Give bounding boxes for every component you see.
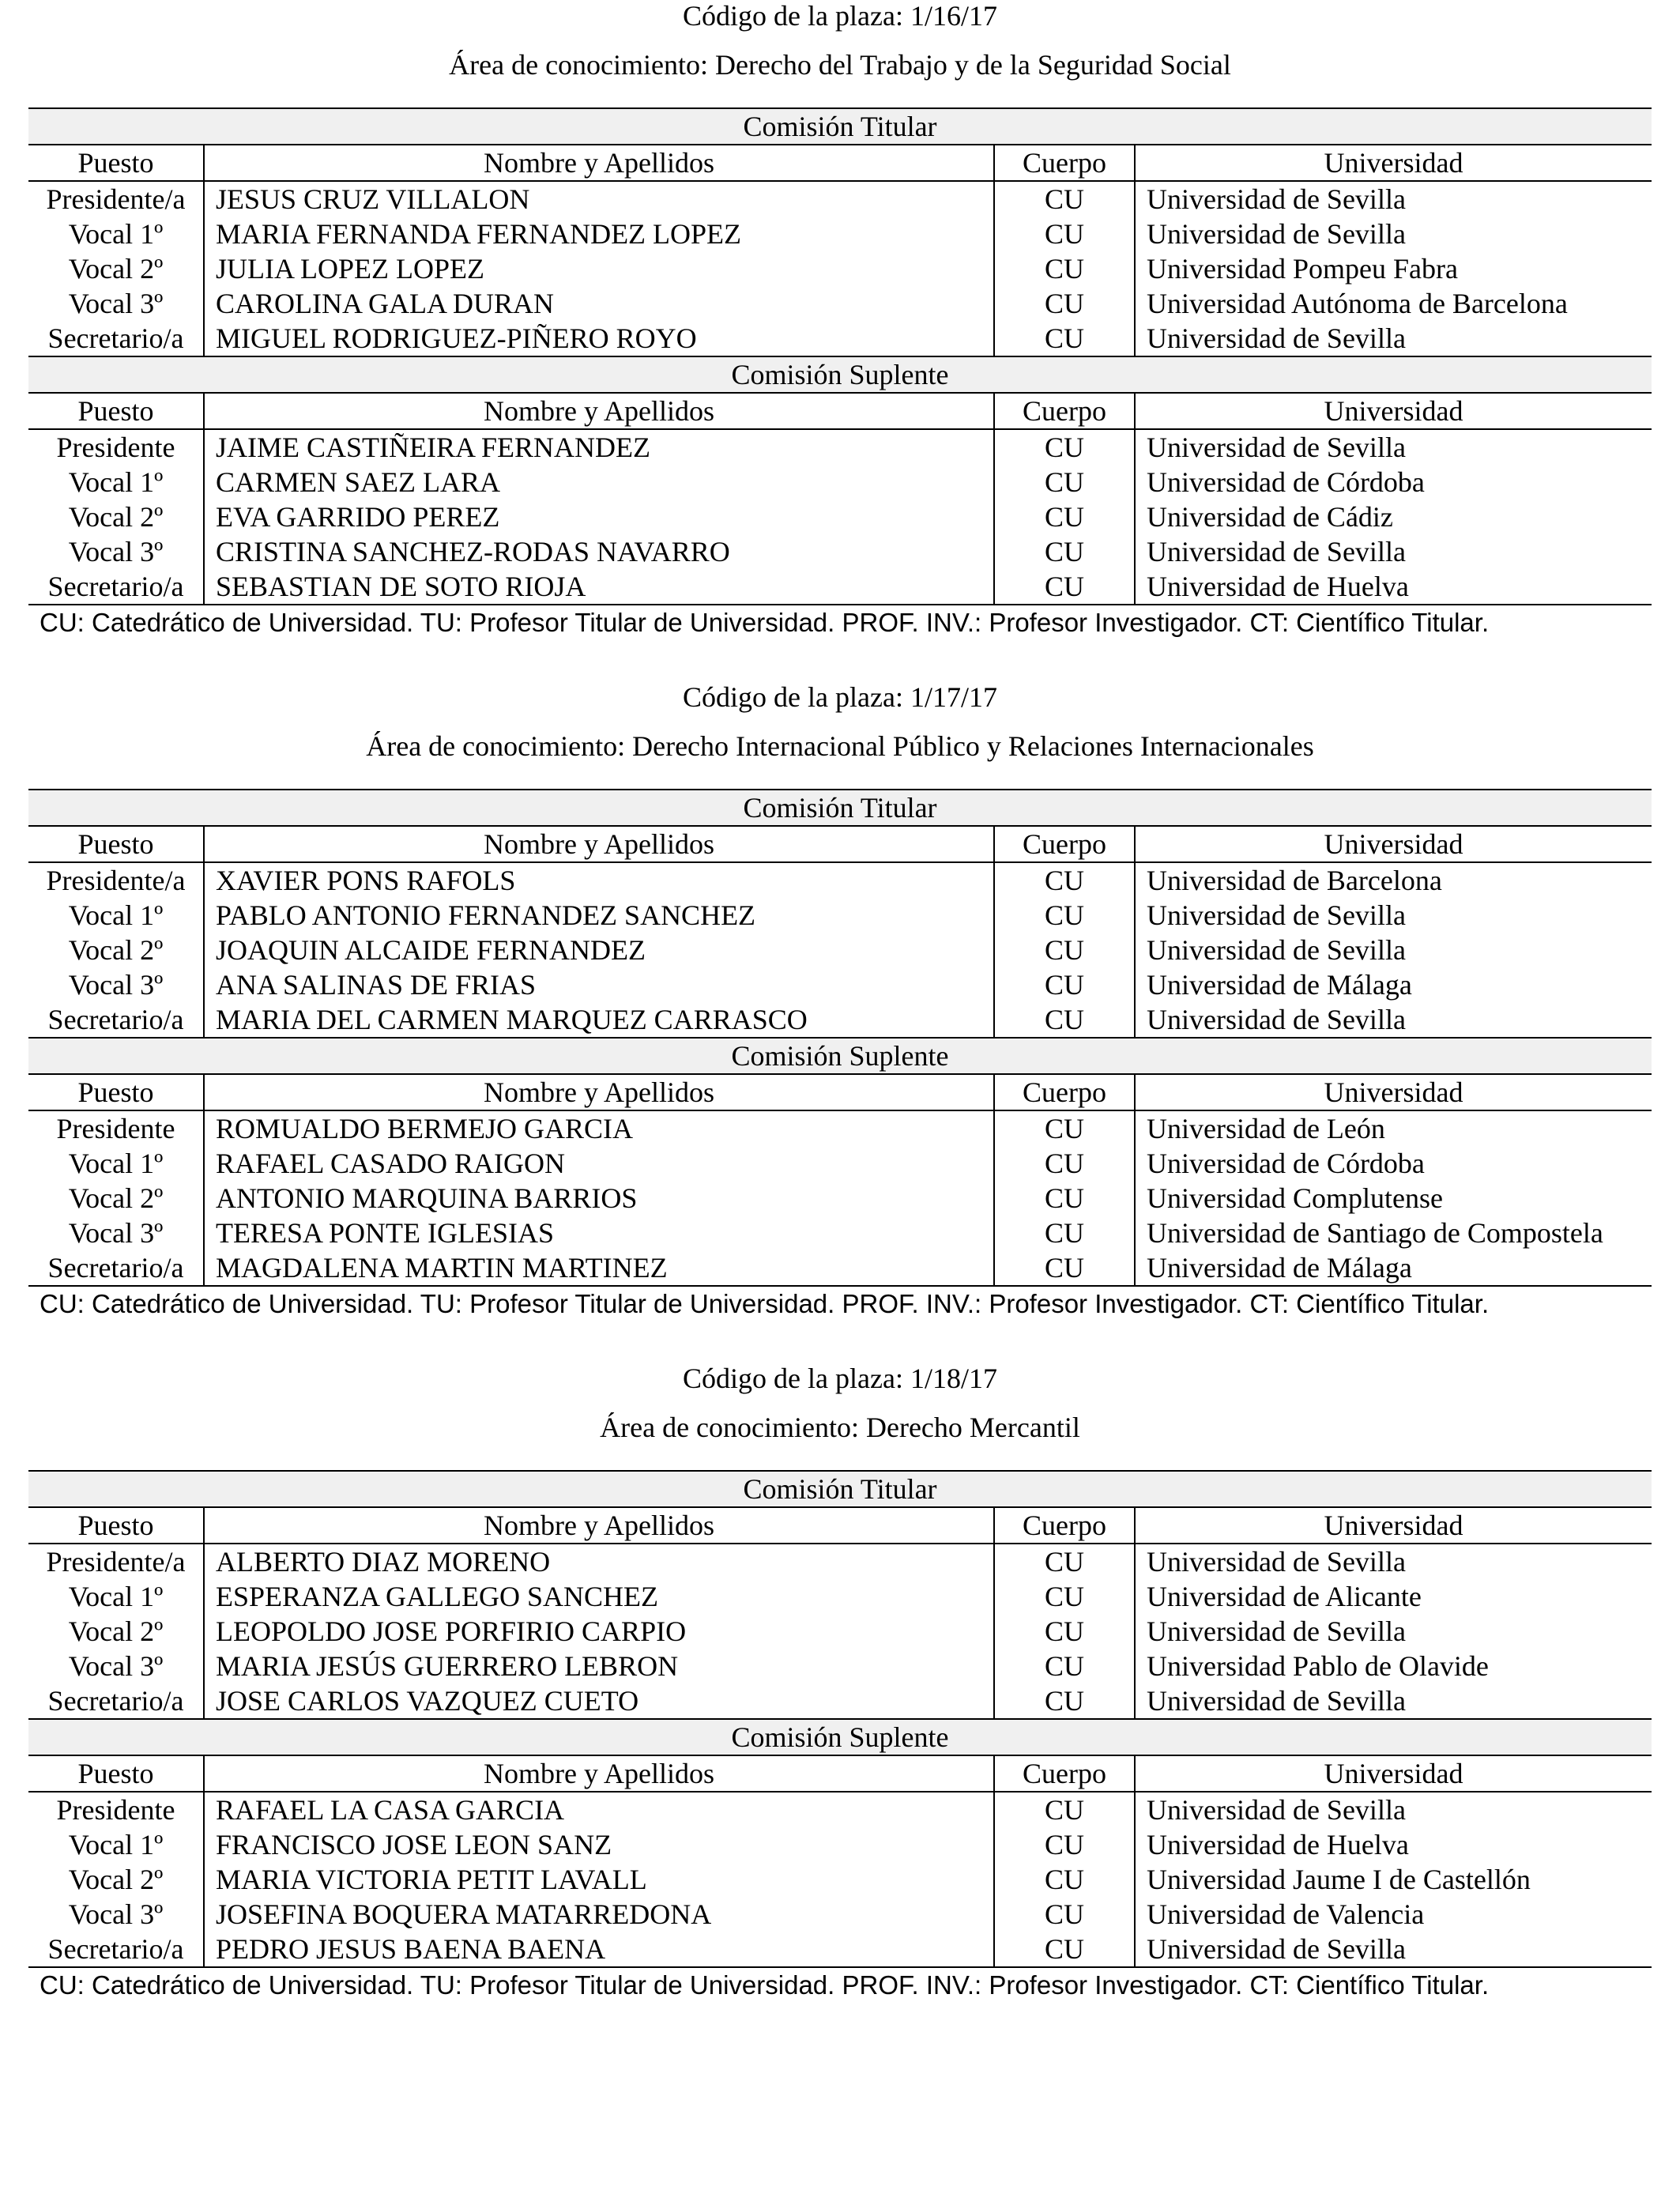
- member-puesto: Vocal 3º: [68, 288, 164, 319]
- member-cuerpo: CU: [994, 251, 1135, 286]
- member-cuerpo: CU: [994, 181, 1135, 217]
- member-row: [28, 1827, 1652, 1862]
- cuerpo-legend-footnote: CU: Catedrático de Universidad. TU: Profesor Titular de Universidad. PROF. INV.: Profesor Investigador. CT: Científico Titular.: [40, 1289, 1490, 1318]
- comision-table: [28, 789, 1652, 1287]
- plaza-section: [28, 1363, 1652, 2001]
- plaza-section: [28, 681, 1652, 1320]
- member-universidad: Universidad de Sevilla: [1135, 1544, 1652, 1579]
- member-universidad: Universidad Pablo de Olavide: [1135, 1649, 1652, 1683]
- member-puesto: Presidente: [56, 1113, 175, 1144]
- comision-table: [28, 107, 1652, 605]
- comision-suplente-heading: Comisión Suplente: [28, 1038, 1652, 1074]
- plaza-code: Código de la plaza: 1/17/17: [683, 681, 997, 713]
- column-header-nombre: Nombre y Apellidos: [204, 1507, 994, 1544]
- member-nombre: RAFAEL LA CASA GARCIA: [204, 1792, 994, 1827]
- member-nombre: CAROLINA GALA DURAN: [204, 286, 994, 321]
- member-puesto: Vocal 2º: [68, 1864, 164, 1895]
- plaza-section: [28, 0, 1652, 639]
- member-universidad: Universidad de Sevilla: [1135, 898, 1652, 933]
- column-header-row: [28, 1074, 1652, 1110]
- member-puesto: Secretario/a: [47, 322, 184, 354]
- member-cuerpo: CU: [994, 1649, 1135, 1683]
- column-header-nombre: Nombre y Apellidos: [204, 1074, 994, 1110]
- plaza-code: Código de la plaza: 1/16/17: [683, 0, 997, 32]
- member-row: [28, 499, 1652, 534]
- member-nombre: PEDRO JESUS BAENA BAENA: [204, 1932, 994, 1967]
- column-header-puesto: Puesto: [28, 1074, 204, 1110]
- member-nombre: XAVIER PONS RAFOLS: [204, 862, 994, 898]
- member-universidad: Universidad de Barcelona: [1135, 862, 1652, 898]
- member-cuerpo: CU: [994, 1216, 1135, 1250]
- member-nombre: CRISTINA SANCHEZ-RODAS NAVARRO: [204, 534, 994, 569]
- member-row: [28, 1110, 1652, 1146]
- area-conocimiento: Área de conocimiento: Derecho del Trabajo y de la Seguridad Social: [449, 49, 1231, 81]
- column-header-row: [28, 1507, 1652, 1544]
- member-nombre: MARIA FERNANDA FERNANDEZ LOPEZ: [204, 217, 994, 251]
- member-puesto: Vocal 1º: [68, 218, 164, 250]
- member-universidad: Universidad de Sevilla: [1135, 1932, 1652, 1967]
- member-nombre: PABLO ANTONIO FERNANDEZ SANCHEZ: [204, 898, 994, 933]
- member-cuerpo: CU: [994, 862, 1135, 898]
- plaza-code: Código de la plaza: 1/18/17: [683, 1363, 997, 1394]
- column-header-cuerpo: Cuerpo: [994, 826, 1135, 862]
- member-puesto: Presidente: [56, 1794, 175, 1826]
- member-cuerpo: CU: [994, 534, 1135, 569]
- member-row: [28, 429, 1652, 465]
- member-cuerpo: CU: [994, 898, 1135, 933]
- member-universidad: Universidad de Huelva: [1135, 569, 1652, 605]
- member-universidad: Universidad de Valencia: [1135, 1897, 1652, 1932]
- member-nombre: JOSEFINA BOQUERA MATARREDONA: [204, 1897, 994, 1932]
- member-row: [28, 217, 1652, 251]
- member-row: [28, 1250, 1652, 1286]
- comision-suplente-heading-row: [28, 1038, 1652, 1074]
- member-row: [28, 1544, 1652, 1579]
- member-row: [28, 967, 1652, 1002]
- member-row: [28, 251, 1652, 286]
- member-nombre: FRANCISCO JOSE LEON SANZ: [204, 1827, 994, 1862]
- member-universidad: Universidad de Sevilla: [1135, 1683, 1652, 1719]
- column-header-cuerpo: Cuerpo: [994, 145, 1135, 181]
- member-universidad: Universidad Complutense: [1135, 1181, 1652, 1216]
- column-header-nombre: Nombre y Apellidos: [204, 145, 994, 181]
- member-nombre: TERESA PONTE IGLESIAS: [204, 1216, 994, 1250]
- member-puesto: Secretario/a: [47, 1004, 184, 1035]
- area-conocimiento: Área de conocimiento: Derecho Internacional Público y Relaciones Internacionales: [366, 730, 1314, 762]
- member-nombre: CARMEN SAEZ LARA: [204, 465, 994, 499]
- member-universidad: Universidad de Málaga: [1135, 1250, 1652, 1286]
- member-row: [28, 1579, 1652, 1614]
- member-row: [28, 286, 1652, 321]
- comision-table: [28, 1470, 1652, 1968]
- member-universidad: Universidad de Sevilla: [1135, 1614, 1652, 1649]
- member-cuerpo: CU: [994, 321, 1135, 356]
- member-puesto: Presidente/a: [46, 1546, 186, 1578]
- member-universidad: Universidad de Sevilla: [1135, 429, 1652, 465]
- member-row: [28, 1216, 1652, 1250]
- member-nombre: EVA GARRIDO PEREZ: [204, 499, 994, 534]
- comision-suplente-heading: Comisión Suplente: [28, 1719, 1652, 1755]
- column-header-puesto: Puesto: [28, 393, 204, 429]
- member-puesto: Presidente: [56, 432, 175, 463]
- member-row: [28, 1932, 1652, 1967]
- column-header-cuerpo: Cuerpo: [994, 1507, 1135, 1544]
- comision-titular-heading-row: [28, 108, 1652, 145]
- member-universidad: Universidad de Córdoba: [1135, 465, 1652, 499]
- member-cuerpo: CU: [994, 1110, 1135, 1146]
- column-header-row: [28, 826, 1652, 862]
- member-row: [28, 1146, 1652, 1181]
- member-universidad: Universidad Pompeu Fabra: [1135, 251, 1652, 286]
- column-header-universidad: Universidad: [1135, 145, 1652, 181]
- member-puesto: Vocal 2º: [68, 934, 164, 966]
- member-nombre: ANA SALINAS DE FRIAS: [204, 967, 994, 1002]
- column-header-cuerpo: Cuerpo: [994, 1755, 1135, 1792]
- member-universidad: Universidad de Huelva: [1135, 1827, 1652, 1862]
- member-row: [28, 534, 1652, 569]
- member-nombre: JAIME CASTIÑEIRA FERNANDEZ: [204, 429, 994, 465]
- member-nombre: ESPERANZA GALLEGO SANCHEZ: [204, 1579, 994, 1614]
- member-cuerpo: CU: [994, 1002, 1135, 1038]
- column-header-cuerpo: Cuerpo: [994, 1074, 1135, 1110]
- column-header-puesto: Puesto: [28, 1507, 204, 1544]
- member-nombre: JOSE CARLOS VAZQUEZ CUETO: [204, 1683, 994, 1719]
- column-header-universidad: Universidad: [1135, 1507, 1652, 1544]
- member-row: [28, 1792, 1652, 1827]
- member-cuerpo: CU: [994, 429, 1135, 465]
- member-row: [28, 321, 1652, 356]
- member-puesto: Vocal 3º: [68, 1898, 164, 1930]
- column-header-nombre: Nombre y Apellidos: [204, 826, 994, 862]
- member-cuerpo: CU: [994, 1862, 1135, 1897]
- member-row: [28, 181, 1652, 217]
- comision-titular-heading-row: [28, 790, 1652, 826]
- member-nombre: RAFAEL CASADO RAIGON: [204, 1146, 994, 1181]
- member-puesto: Vocal 1º: [68, 466, 164, 498]
- member-universidad: Universidad de Santiago de Compostela: [1135, 1216, 1652, 1250]
- member-universidad: Universidad de León: [1135, 1110, 1652, 1146]
- member-puesto: Vocal 1º: [68, 1581, 164, 1612]
- member-universidad: Universidad de Sevilla: [1135, 217, 1652, 251]
- member-universidad: Universidad de Sevilla: [1135, 1002, 1652, 1038]
- comision-titular-heading: Comisión Titular: [28, 790, 1652, 826]
- member-universidad: Universidad de Málaga: [1135, 967, 1652, 1002]
- member-cuerpo: CU: [994, 1897, 1135, 1932]
- member-nombre: LEOPOLDO JOSE PORFIRIO CARPIO: [204, 1614, 994, 1649]
- column-header-nombre: Nombre y Apellidos: [204, 1755, 994, 1792]
- member-row: [28, 1683, 1652, 1719]
- member-cuerpo: CU: [994, 1579, 1135, 1614]
- member-row: [28, 1649, 1652, 1683]
- member-nombre: MARIA DEL CARMEN MARQUEZ CARRASCO: [204, 1002, 994, 1038]
- member-row: [28, 1181, 1652, 1216]
- member-puesto: Secretario/a: [28, 1932, 204, 1967]
- comision-titular-heading: Comisión Titular: [28, 1471, 1652, 1507]
- member-puesto: Secretario/a: [28, 569, 204, 605]
- member-row: [28, 933, 1652, 967]
- member-nombre: SEBASTIAN DE SOTO RIOJA: [204, 569, 994, 605]
- member-cuerpo: CU: [994, 499, 1135, 534]
- member-puesto: Vocal 2º: [68, 1615, 164, 1647]
- member-row: [28, 1862, 1652, 1897]
- column-header-universidad: Universidad: [1135, 1755, 1652, 1792]
- member-cuerpo: CU: [994, 1827, 1135, 1862]
- comision-titular-heading: Comisión Titular: [28, 108, 1652, 145]
- member-universidad: Universidad de Sevilla: [1135, 1792, 1652, 1827]
- member-nombre: JULIA LOPEZ LOPEZ: [204, 251, 994, 286]
- comision-suplente-heading-row: [28, 356, 1652, 393]
- column-header-puesto: Puesto: [28, 145, 204, 181]
- member-universidad: Universidad de Sevilla: [1135, 534, 1652, 569]
- member-row: [28, 1002, 1652, 1038]
- member-puesto: Vocal 3º: [68, 969, 164, 1001]
- member-puesto: Vocal 3º: [68, 1650, 164, 1682]
- member-nombre: MIGUEL RODRIGUEZ-PIÑERO ROYO: [204, 321, 994, 356]
- member-puesto: Secretario/a: [28, 1250, 204, 1286]
- column-header-nombre: Nombre y Apellidos: [204, 393, 994, 429]
- member-cuerpo: CU: [994, 286, 1135, 321]
- member-puesto: Vocal 3º: [68, 536, 164, 567]
- member-universidad: Universidad de Cádiz: [1135, 499, 1652, 534]
- member-universidad: Universidad Autónoma de Barcelona: [1135, 286, 1652, 321]
- member-cuerpo: CU: [994, 569, 1135, 605]
- member-universidad: Universidad de Córdoba: [1135, 1146, 1652, 1181]
- column-header-universidad: Universidad: [1135, 1074, 1652, 1110]
- member-cuerpo: CU: [994, 1544, 1135, 1579]
- member-cuerpo: CU: [994, 1146, 1135, 1181]
- member-row: [28, 862, 1652, 898]
- member-cuerpo: CU: [994, 1181, 1135, 1216]
- member-universidad: Universidad de Sevilla: [1135, 933, 1652, 967]
- member-cuerpo: CU: [994, 217, 1135, 251]
- member-puesto: Vocal 3º: [68, 1217, 164, 1249]
- member-nombre: ROMUALDO BERMEJO GARCIA: [204, 1110, 994, 1146]
- member-nombre: MAGDALENA MARTIN MARTINEZ: [204, 1250, 994, 1286]
- column-header-puesto: Puesto: [28, 826, 204, 862]
- member-row: [28, 569, 1652, 605]
- member-nombre: JOAQUIN ALCAIDE FERNANDEZ: [204, 933, 994, 967]
- member-cuerpo: CU: [994, 465, 1135, 499]
- comision-titular-heading-row: [28, 1471, 1652, 1507]
- member-row: [28, 1614, 1652, 1649]
- member-nombre: ANTONIO MARQUINA BARRIOS: [204, 1181, 994, 1216]
- member-cuerpo: CU: [994, 1932, 1135, 1967]
- comision-suplente-heading: Comisión Suplente: [28, 356, 1652, 393]
- column-header-universidad: Universidad: [1135, 826, 1652, 862]
- member-nombre: ALBERTO DIAZ MORENO: [204, 1544, 994, 1579]
- member-nombre: MARIA JESÚS GUERRERO LEBRON: [204, 1649, 994, 1683]
- member-universidad: Universidad de Sevilla: [1135, 181, 1652, 217]
- member-puesto: Presidente/a: [46, 183, 186, 215]
- area-conocimiento: Área de conocimiento: Derecho Mercantil: [600, 1412, 1080, 1443]
- member-cuerpo: CU: [994, 933, 1135, 967]
- member-puesto: Vocal 1º: [68, 1148, 164, 1179]
- column-header-row: [28, 1755, 1652, 1792]
- member-cuerpo: CU: [994, 1250, 1135, 1286]
- member-puesto: Vocal 1º: [68, 899, 164, 931]
- member-row: [28, 1897, 1652, 1932]
- member-cuerpo: CU: [994, 1614, 1135, 1649]
- cuerpo-legend-footnote: CU: Catedrático de Universidad. TU: Profesor Titular de Universidad. PROF. INV.: Profesor Investigador. CT: Científico Titular.: [40, 608, 1490, 637]
- member-cuerpo: CU: [994, 967, 1135, 1002]
- member-universidad: Universidad Jaume I de Castellón: [1135, 1862, 1652, 1897]
- member-puesto: Secretario/a: [47, 1685, 184, 1717]
- member-puesto: Presidente/a: [46, 865, 186, 896]
- member-nombre: JESUS CRUZ VILLALON: [204, 181, 994, 217]
- member-puesto: Vocal 2º: [68, 253, 164, 285]
- member-row: [28, 465, 1652, 499]
- member-universidad: Universidad de Sevilla: [1135, 321, 1652, 356]
- member-cuerpo: CU: [994, 1792, 1135, 1827]
- member-row: [28, 898, 1652, 933]
- column-header-row: [28, 145, 1652, 181]
- member-universidad: Universidad de Alicante: [1135, 1579, 1652, 1614]
- member-puesto: Vocal 2º: [68, 501, 164, 533]
- cuerpo-legend-footnote: CU: Catedrático de Universidad. TU: Profesor Titular de Universidad. PROF. INV.: Profesor Investigador. CT: Científico Titular.: [40, 1970, 1490, 2000]
- comision-suplente-heading-row: [28, 1719, 1652, 1755]
- column-header-puesto: Puesto: [28, 1755, 204, 1792]
- member-puesto: Vocal 1º: [68, 1829, 164, 1860]
- column-header-row: [28, 393, 1652, 429]
- column-header-cuerpo: Cuerpo: [994, 393, 1135, 429]
- member-nombre: MARIA VICTORIA PETIT LAVALL: [204, 1862, 994, 1897]
- member-puesto: Vocal 2º: [68, 1182, 164, 1214]
- member-cuerpo: CU: [994, 1683, 1135, 1719]
- column-header-universidad: Universidad: [1135, 393, 1652, 429]
